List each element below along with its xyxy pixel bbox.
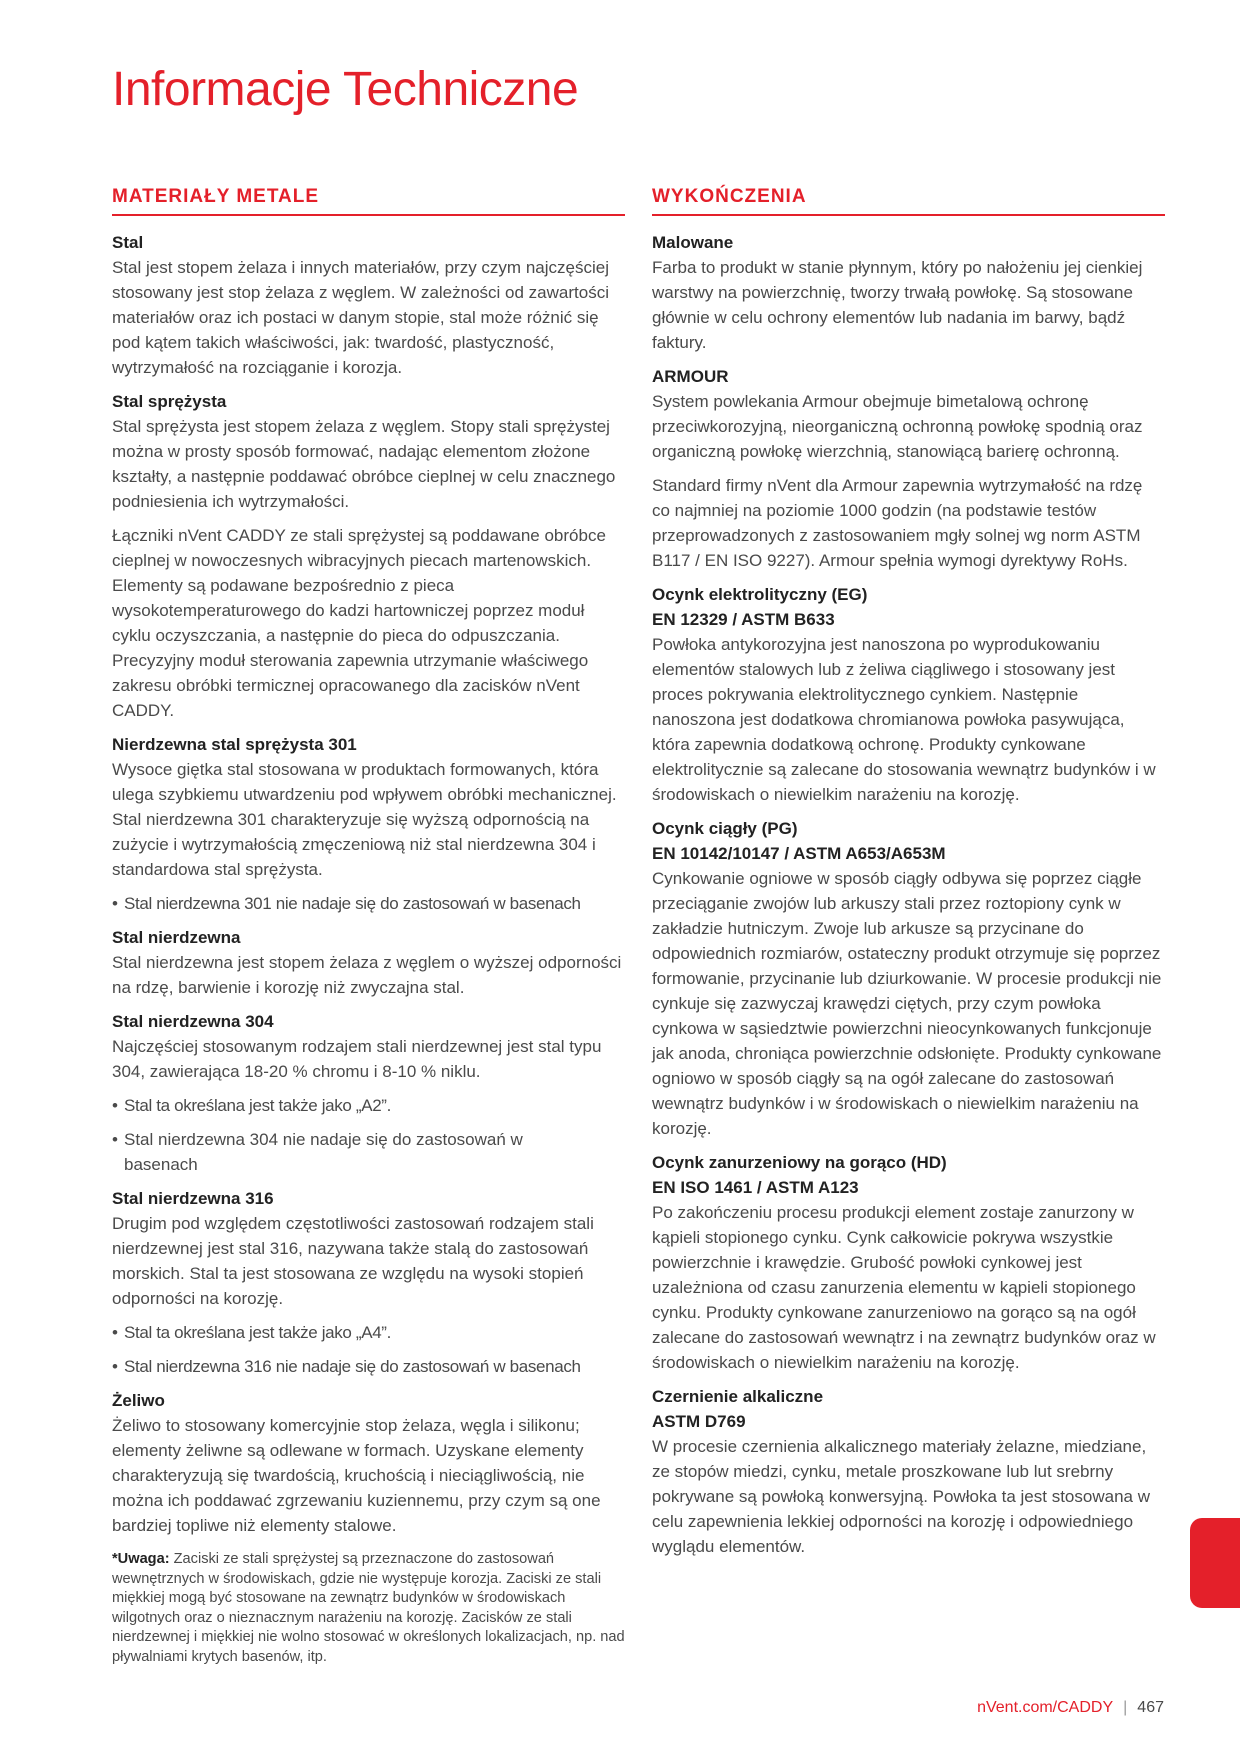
bullet-icon: • bbox=[112, 1096, 118, 1115]
footnote bbox=[112, 1550, 625, 1667]
bullet-text: Stal ta określana jest także jako „A4”. bbox=[124, 1323, 391, 1342]
bullet-304-basen bbox=[112, 1127, 625, 1177]
bullet-text: Stal nierdzewna 304 nie nadaje się do zastosowań w basenach bbox=[124, 1130, 523, 1174]
footer-separator: | bbox=[1123, 1699, 1128, 1716]
paragraph-zeliwo: Żeliwo to stosowany komercyjnie stop żelaza, węgla i silikonu; elementy żeliwne są odlewane w formach. Uzyskane elementy charakteryzują się twardością, kruchością i nieciągliwością, nie można ich poddawać zgrzewaniu kuziennemu, przy czym są one bardziej topliwe niż elementy stalowe. bbox=[112, 1416, 601, 1535]
bullet-316-a4 bbox=[112, 1320, 625, 1345]
bullet-icon: • bbox=[112, 1130, 118, 1149]
footnote-text: Zaciski ze stali sprężystej są przeznaczone do zastosowań wewnętrznych w środowiskach, gdzie nie występuje korozja. Zaciski ze stali miękkiej mogą być stosowane na zewnątrz budynków w środowiskach wilgotnych oraz o nieznacznym narażeniu na korozję. Zacisków ze stali nierdzewnej i miękkiej nie wolno stosować w określonych lokalizacjach, np. nad pływalniami krytych basenów, itp. bbox=[112, 1551, 625, 1665]
paragraph-czernienie: W procesie czernienia alkalicznego materiały żelazne, miedziane, ze stopów miedzi, cynku, metale proszkowane lub lut srebrny pokrywane są powłoką konwersyjną. Powłoka ta jest stosowana w celu zapewnienia lekkiej odporności na korozję i odpowiedniego wyglądu elementów. bbox=[652, 1437, 1150, 1556]
bullet-icon: • bbox=[112, 1323, 118, 1342]
paragraph-malowane: Farba to produkt w stanie płynnym, który po nałożeniu jej cienkiej warstwy na powierzchnię, tworzy trwałą powłokę. Są stosowane głównie w celu ochrony elementów lub nadania im barwy, bądź faktury. bbox=[652, 258, 1143, 352]
paragraph-stal-sprezysta: Stal sprężysta jest stopem żelaza z węglem. Stopy stali sprężystej można w prosty sposób formować, nadając elementom złożone kształty, a następnie poddawać obróbce cieplnej w celu znacznego podniesienia ich wytrzymałości. bbox=[112, 417, 616, 511]
bullet-text: Stal ta określana jest także jako „A2”. bbox=[124, 1096, 391, 1115]
page-number: 467 bbox=[1137, 1699, 1164, 1716]
finishes-column bbox=[652, 186, 1165, 1568]
bullet-icon: • bbox=[112, 894, 118, 913]
subheading-malowane: Malowane bbox=[652, 233, 734, 252]
paragraph-stal: Stal jest stopem żelaza i innych materiałów, przy czym najczęściej stosowany jest stop żelaza z węglem. W zależności od zawartości materiałów oraz ich postaci w danym stopie, stal może różnić się pod kątem takich właściwości, jak: twardość, plastyczność, wytrzymałość na rozciąganie i korozja. bbox=[112, 258, 609, 377]
paragraph-304: Najczęściej stosowanym rodzajem stali nierdzewnej jest stal typu 304, zawierająca 18-20 % chromu i 8-10 % niklu. bbox=[112, 1037, 602, 1081]
bullet-304-a2 bbox=[112, 1093, 625, 1118]
bullet-316-basen bbox=[112, 1354, 625, 1379]
footer-url[interactable]: nVent.com/CADDY bbox=[977, 1699, 1114, 1716]
bullet-text: Stal nierdzewna 301 nie nadaje się do zastosowań w basenach bbox=[124, 894, 581, 913]
subheading-pg-norm: EN 10142/10147 / ASTM A653/A653M bbox=[652, 844, 946, 863]
section-heading-finishes: WYKOŃCZENIA bbox=[652, 186, 1165, 216]
subheading-pg: Ocynk ciągły (PG) bbox=[652, 819, 798, 838]
subheading-eg-norm: EN 12329 / ASTM B633 bbox=[652, 610, 835, 629]
subheading-304: Stal nierdzewna 304 bbox=[112, 1012, 274, 1031]
footnote-label: *Uwaga: bbox=[112, 1551, 170, 1567]
paragraph-armour: System powlekania Armour obejmuje bimetalową ochronę przeciwkorozyjną, nieorganiczną ochronną powłokę spodnią oraz organiczną powłokę wierzchnią, stanowiącą barierę ochronną. bbox=[652, 392, 1143, 461]
paragraph-armour-standard: Standard firmy nVent dla Armour zapewnia wytrzymałość na rdzę co najmniej na poziomie 1000 godzin (na podstawie testów przeprowadzonych z zastosowaniem mgły solnej wg norm ASTM B117 / EN ISO 9227). Armour spełnia wymogi dyrektywy RoHs. bbox=[652, 476, 1143, 570]
subheading-czernienie-norm: ASTM D769 bbox=[652, 1412, 746, 1431]
paragraph-laczniki: Łączniki nVent CADDY ze stali sprężystej są poddawane obróbce cieplnej w nowoczesnych wibracyjnych piecach martenowskich. Elementy są podawane bezpośrednio z pieca wysokotemperaturowego do kadzi hartowniczej poprzez moduł cyklu oczyszczania, a następnie do pieca do odpuszczania. Precyzyjny moduł sterowania zapewnia utrzymanie właściwego zakresu obróbki termicznej opracowanego dla zacisków nVent CADDY. bbox=[112, 526, 606, 720]
paragraph-301: Wysoce giętka stal stosowana w produktach formowanych, która ulega szybkiemu utwardzeniu pod wpływem obróbki mechanicznej. Stal nierdzewna 301 charakteryzuje się wyższą odpornością na zużycie i wytrzymałością zmęczeniową niż stal nierdzewna 304 i standardowa stal sprężysta. bbox=[112, 760, 617, 879]
bullet-icon: • bbox=[112, 1357, 118, 1376]
subheading-zeliwo: Żeliwo bbox=[112, 1391, 165, 1410]
paragraph-316: Drugim pod względem częstotliwości zastosowań rodzajem stali nierdzewnej jest stal 316, nazywana także stalą do zastosowań morskich. Stal ta jest stosowana ze względu na wysoki stopień odporności na korozję. bbox=[112, 1214, 594, 1308]
subheading-301: Nierdzewna stal sprężysta 301 bbox=[112, 735, 357, 754]
paragraph-pg: Cynkowanie ogniowe w sposób ciągły odbywa się poprzez ciągłe przeciąganie zwojów lub arkuszy stali przez roztopiony cynk w zakładzie hutniczym. Zwoje lub arkusze są przycinane do odpowiednich rozmiarów, ostateczny produkt otrzymuje się poprzez formowanie, przycinanie lub dziurkowanie. W procesie produkcji nie cynkuje się zazwyczaj krawędzi ciętych, przy czym powłoka cynkowa w sąsiedztwie powierzchni nieocynkowanych funkcjonuje jak anoda, chroniąca powierzchnie odsłonięte. Produkty cynkowane ogniowo w sposób ciągły są na ogół zalecane do zastosowań wewnątrz budynków i w środowiskach o niewielkim narażeniu na korozję. bbox=[652, 869, 1162, 1138]
paragraph-hd: Po zakończeniu procesu produkcji element zostaje zanurzony w kąpieli stopionego cynku. Cynk całkowicie pokrywa wszystkie powierzchnie i krawędzie. Grubość powłoki cynkowej jest uzależniona od czasu zanurzenia elementu w kąpieli stopionego cynku. Produkty cynkowane zanurzeniowo na gorąco są na ogół zalecane do zastosowań wewnątrz i na zewnątrz budynków oraz w środowiskach o niewielkim narażeniu na korozję. bbox=[652, 1203, 1156, 1372]
subheading-hd: Ocynk zanurzeniowy na gorąco (HD) bbox=[652, 1153, 947, 1172]
bullet-301 bbox=[112, 891, 625, 916]
metals-column bbox=[112, 186, 625, 1667]
subheading-eg: Ocynk elektrolityczny (EG) bbox=[652, 585, 868, 604]
paragraph-eg: Powłoka antykorozyjna jest nanoszona po wyprodukowaniu elementów stalowych lub z żeliwa ciągliwego i stosowany jest proces pokrywania elektrolitycznego cynkiem. Następnie nanoszona jest dodatkowa chromianowa powłoka pasywująca, która zapewnia dodatkową ochronę. Produkty cynkowane elektrolitycznie są zalecane do stosowania wewnątrz budynków i w środowiskach o niewielkim narażeniu na korozję. bbox=[652, 635, 1156, 804]
page-footer bbox=[977, 1699, 1164, 1717]
subheading-czernienie: Czernienie alkaliczne bbox=[652, 1387, 824, 1406]
section-edge-tab bbox=[1190, 1518, 1240, 1608]
section-heading-metals: MATERIAŁY METALE bbox=[112, 186, 625, 216]
subheading-stal-nierdzewna: Stal nierdzewna bbox=[112, 928, 241, 947]
page-title: Informacje Techniczne bbox=[112, 63, 579, 116]
paragraph-stal-nierdzewna: Stal nierdzewna jest stopem żelaza z węglem o wyższej odporności na rdzę, barwienie i korozję niż zwyczajna stal. bbox=[112, 953, 622, 997]
subheading-armour: ARMOUR bbox=[652, 367, 729, 386]
subheading-316: Stal nierdzewna 316 bbox=[112, 1189, 274, 1208]
subheading-stal-sprezysta: Stal sprężysta bbox=[112, 392, 227, 411]
subheading-stal: Stal bbox=[112, 233, 144, 252]
bullet-text: Stal nierdzewna 316 nie nadaje się do zastosowań w basenach bbox=[124, 1357, 581, 1376]
subheading-hd-norm: EN ISO 1461 / ASTM A123 bbox=[652, 1178, 859, 1197]
